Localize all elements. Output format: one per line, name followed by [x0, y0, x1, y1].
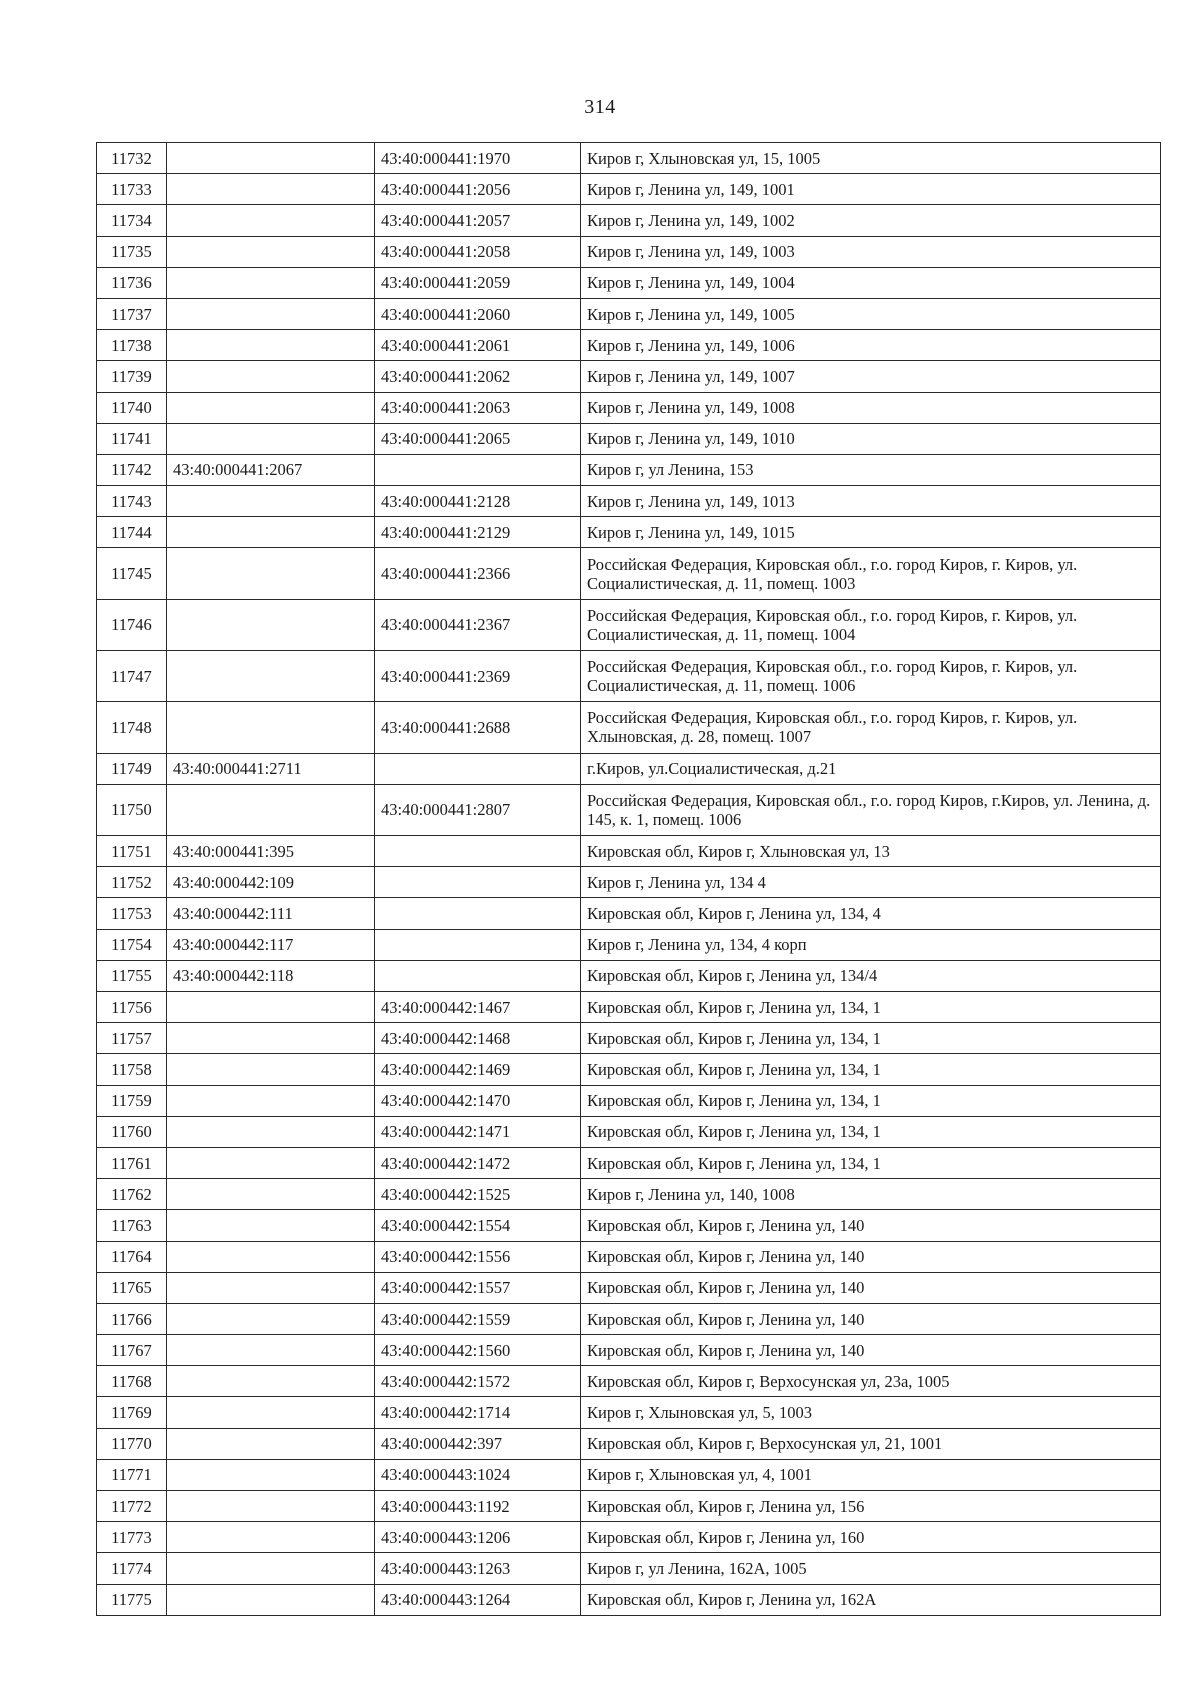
- land-cadastral-cell: [167, 1116, 375, 1147]
- table-row: [97, 836, 1161, 867]
- land-cadastral-cell: [167, 267, 375, 298]
- land-cadastral-cell: [167, 1397, 375, 1428]
- building-cadastral-cell: 43:40:000441:2688: [375, 702, 581, 753]
- address-cell: Киров г, Ленина ул, 134, 4 корп: [581, 929, 1161, 960]
- address-cell: Киров г, Хлыновская ул, 5, 1003: [581, 1397, 1161, 1428]
- land-cadastral-cell: [167, 517, 375, 548]
- address-cell: Киров г, Хлыновская ул, 4, 1001: [581, 1459, 1161, 1490]
- address-cell: Кировская обл, Киров г, Ленина ул, 140: [581, 1303, 1161, 1334]
- row-number-cell: 11747: [97, 651, 167, 702]
- land-cadastral-cell: [167, 236, 375, 267]
- building-cadastral-cell: [375, 929, 581, 960]
- land-cadastral-cell: 43:40:000442:111: [167, 898, 375, 929]
- building-cadastral-cell: 43:40:000441:2128: [375, 486, 581, 517]
- land-cadastral-cell: [167, 1147, 375, 1178]
- row-number-cell: 11752: [97, 867, 167, 898]
- building-cadastral-cell: 43:40:000441:2056: [375, 174, 581, 205]
- address-cell: Кировская обл, Киров г, Верхосунская ул, 21, 1001: [581, 1428, 1161, 1459]
- land-cadastral-cell: 43:40:000442:118: [167, 960, 375, 991]
- building-cadastral-cell: 43:40:000441:2369: [375, 651, 581, 702]
- table-row: [97, 1366, 1161, 1397]
- address-cell: Кировская обл, Киров г, Ленина ул, 134, 1: [581, 1023, 1161, 1054]
- table-row: [97, 960, 1161, 991]
- table-row: [97, 1459, 1161, 1490]
- table-row: [97, 1147, 1161, 1178]
- building-cadastral-cell: 43:40:000442:1556: [375, 1241, 581, 1272]
- land-cadastral-cell: [167, 651, 375, 702]
- address-cell: Российская Федерация, Кировская обл., г.о. город Киров, г. Киров, ул. Социалистическая, д. 11, помещ. 1004: [581, 599, 1161, 650]
- building-cadastral-cell: 43:40:000441:2059: [375, 267, 581, 298]
- row-number-cell: 11745: [97, 548, 167, 599]
- building-cadastral-cell: 43:40:000442:1572: [375, 1366, 581, 1397]
- table-row: [97, 702, 1161, 753]
- row-number-cell: 11734: [97, 205, 167, 236]
- row-number-cell: 11774: [97, 1553, 167, 1584]
- address-cell: Киров г, Ленина ул, 149, 1002: [581, 205, 1161, 236]
- building-cadastral-cell: 43:40:000442:1557: [375, 1272, 581, 1303]
- table-row: [97, 992, 1161, 1023]
- land-cadastral-cell: [167, 423, 375, 454]
- land-cadastral-cell: [167, 1553, 375, 1584]
- address-cell: Киров г, ул Ленина, 162А, 1005: [581, 1553, 1161, 1584]
- table-row: [97, 1335, 1161, 1366]
- building-cadastral-cell: 43:40:000443:1024: [375, 1459, 581, 1490]
- row-number-cell: 11764: [97, 1241, 167, 1272]
- building-cadastral-cell: 43:40:000442:1559: [375, 1303, 581, 1334]
- land-cadastral-cell: [167, 205, 375, 236]
- address-cell: Киров г, Ленина ул, 149, 1003: [581, 236, 1161, 267]
- building-cadastral-cell: 43:40:000442:1468: [375, 1023, 581, 1054]
- row-number-cell: 11749: [97, 753, 167, 784]
- land-cadastral-cell: [167, 486, 375, 517]
- table-row: [97, 236, 1161, 267]
- land-cadastral-cell: [167, 1366, 375, 1397]
- land-cadastral-cell: [167, 1054, 375, 1085]
- land-cadastral-cell: [167, 599, 375, 650]
- table-row: [97, 361, 1161, 392]
- address-cell: Киров г, Ленина ул, 149, 1006: [581, 330, 1161, 361]
- table-row: [97, 517, 1161, 548]
- row-number-cell: 11753: [97, 898, 167, 929]
- building-cadastral-cell: 43:40:000441:2367: [375, 599, 581, 650]
- table-row: [97, 298, 1161, 329]
- address-cell: Кировская обл, Киров г, Ленина ул, 162А: [581, 1584, 1161, 1615]
- table-row: [97, 1491, 1161, 1522]
- address-cell: Киров г, Ленина ул, 149, 1013: [581, 486, 1161, 517]
- row-number-cell: 11737: [97, 298, 167, 329]
- building-cadastral-cell: 43:40:000443:1192: [375, 1491, 581, 1522]
- land-cadastral-cell: 43:40:000441:395: [167, 836, 375, 867]
- land-cadastral-cell: [167, 1584, 375, 1615]
- row-number-cell: 11756: [97, 992, 167, 1023]
- address-cell: Киров г, Ленина ул, 149, 1010: [581, 423, 1161, 454]
- table-row: [97, 651, 1161, 702]
- table-row: [97, 267, 1161, 298]
- address-cell: Российская Федерация, Кировская обл., г.о. город Киров, г. Киров, ул. Социалистическая, д. 11, помещ. 1003: [581, 548, 1161, 599]
- land-cadastral-cell: [167, 330, 375, 361]
- land-cadastral-cell: [167, 1085, 375, 1116]
- address-cell: Кировская обл, Киров г, Хлыновская ул, 13: [581, 836, 1161, 867]
- table-row: [97, 784, 1161, 835]
- address-cell: Кировская обл, Киров г, Ленина ул, 134, 1: [581, 992, 1161, 1023]
- building-cadastral-cell: [375, 454, 581, 485]
- building-cadastral-cell: 43:40:000441:2065: [375, 423, 581, 454]
- building-cadastral-cell: 43:40:000442:1467: [375, 992, 581, 1023]
- row-number-cell: 11760: [97, 1116, 167, 1147]
- land-cadastral-cell: [167, 1335, 375, 1366]
- row-number-cell: 11762: [97, 1179, 167, 1210]
- building-cadastral-cell: [375, 836, 581, 867]
- address-cell: Российская Федерация, Кировская обл., г.о. город Киров, г. Киров, ул. Хлыновская, д. 28, помещ. 1007: [581, 702, 1161, 753]
- row-number-cell: 11765: [97, 1272, 167, 1303]
- row-number-cell: 11772: [97, 1491, 167, 1522]
- land-cadastral-cell: [167, 1428, 375, 1459]
- table-row: [97, 898, 1161, 929]
- table-row: [97, 486, 1161, 517]
- building-cadastral-cell: 43:40:000441:2129: [375, 517, 581, 548]
- land-cadastral-cell: [167, 702, 375, 753]
- table-row: [97, 599, 1161, 650]
- building-cadastral-cell: 43:40:000442:1471: [375, 1116, 581, 1147]
- table-row: [97, 423, 1161, 454]
- row-number-cell: 11755: [97, 960, 167, 991]
- table-row: [97, 1303, 1161, 1334]
- address-cell: Кировская обл, Киров г, Ленина ул, 160: [581, 1522, 1161, 1553]
- address-cell: Кировская обл, Киров г, Ленина ул, 134, 1: [581, 1116, 1161, 1147]
- table-row: [97, 1085, 1161, 1116]
- row-number-cell: 11768: [97, 1366, 167, 1397]
- table-row: [97, 1210, 1161, 1241]
- table-row: [97, 753, 1161, 784]
- row-number-cell: 11769: [97, 1397, 167, 1428]
- row-number-cell: 11759: [97, 1085, 167, 1116]
- row-number-cell: 11763: [97, 1210, 167, 1241]
- land-cadastral-cell: 43:40:000441:2067: [167, 454, 375, 485]
- registry-table-body: [97, 143, 1161, 1616]
- row-number-cell: 11767: [97, 1335, 167, 1366]
- row-number-cell: 11766: [97, 1303, 167, 1334]
- table-row: [97, 174, 1161, 205]
- row-number-cell: 11742: [97, 454, 167, 485]
- page-number: 314: [584, 96, 616, 118]
- row-number-cell: 11758: [97, 1054, 167, 1085]
- address-cell: Киров г, Хлыновская ул, 15, 1005: [581, 143, 1161, 174]
- row-number-cell: 11739: [97, 361, 167, 392]
- table-row: [97, 1272, 1161, 1303]
- table-row: [97, 1116, 1161, 1147]
- table-row: [97, 1241, 1161, 1272]
- row-number-cell: 11771: [97, 1459, 167, 1490]
- address-cell: Киров г, Ленина ул, 149, 1007: [581, 361, 1161, 392]
- address-cell: Кировская обл, Киров г, Ленина ул, 140: [581, 1241, 1161, 1272]
- building-cadastral-cell: [375, 753, 581, 784]
- building-cadastral-cell: 43:40:000442:1554: [375, 1210, 581, 1241]
- land-cadastral-cell: [167, 1241, 375, 1272]
- land-cadastral-cell: [167, 1179, 375, 1210]
- building-cadastral-cell: 43:40:000441:1970: [375, 143, 581, 174]
- building-cadastral-cell: 43:40:000442:1469: [375, 1054, 581, 1085]
- table-row: [97, 929, 1161, 960]
- address-cell: Киров г, Ленина ул, 149, 1008: [581, 392, 1161, 423]
- land-cadastral-cell: 43:40:000442:109: [167, 867, 375, 898]
- table-row: [97, 330, 1161, 361]
- row-number-cell: 11751: [97, 836, 167, 867]
- building-cadastral-cell: [375, 898, 581, 929]
- land-cadastral-cell: [167, 1272, 375, 1303]
- building-cadastral-cell: 43:40:000442:1525: [375, 1179, 581, 1210]
- row-number-cell: 11738: [97, 330, 167, 361]
- row-number-cell: 11748: [97, 702, 167, 753]
- building-cadastral-cell: 43:40:000443:1264: [375, 1584, 581, 1615]
- row-number-cell: 11736: [97, 267, 167, 298]
- land-cadastral-cell: [167, 784, 375, 835]
- land-cadastral-cell: [167, 361, 375, 392]
- building-cadastral-cell: [375, 867, 581, 898]
- table-row: [97, 1522, 1161, 1553]
- row-number-cell: 11733: [97, 174, 167, 205]
- building-cadastral-cell: 43:40:000442:397: [375, 1428, 581, 1459]
- building-cadastral-cell: 43:40:000443:1206: [375, 1522, 581, 1553]
- address-cell: Кировская обл, Киров г, Ленина ул, 140: [581, 1335, 1161, 1366]
- land-cadastral-cell: [167, 174, 375, 205]
- address-cell: Кировская обл, Киров г, Ленина ул, 156: [581, 1491, 1161, 1522]
- row-number-cell: 11744: [97, 517, 167, 548]
- address-cell: Киров г, Ленина ул, 149, 1005: [581, 298, 1161, 329]
- building-cadastral-cell: [375, 960, 581, 991]
- table-row: [97, 143, 1161, 174]
- address-cell: Кировская обл, Киров г, Ленина ул, 134/4: [581, 960, 1161, 991]
- row-number-cell: 11773: [97, 1522, 167, 1553]
- land-cadastral-cell: [167, 1023, 375, 1054]
- table-row: [97, 1023, 1161, 1054]
- table-row: [97, 867, 1161, 898]
- building-cadastral-cell: 43:40:000442:1472: [375, 1147, 581, 1178]
- land-cadastral-cell: [167, 1522, 375, 1553]
- building-cadastral-cell: 43:40:000442:1714: [375, 1397, 581, 1428]
- row-number-cell: 11735: [97, 236, 167, 267]
- table-row: [97, 1584, 1161, 1615]
- table-row: [97, 1179, 1161, 1210]
- row-number-cell: 11761: [97, 1147, 167, 1178]
- building-cadastral-cell: 43:40:000441:2063: [375, 392, 581, 423]
- building-cadastral-cell: 43:40:000441:2061: [375, 330, 581, 361]
- row-number-cell: 11741: [97, 423, 167, 454]
- table-row: [97, 548, 1161, 599]
- address-cell: Кировская обл, Киров г, Ленина ул, 134, 1: [581, 1147, 1161, 1178]
- table-row: [97, 1428, 1161, 1459]
- address-cell: Российская Федерация, Кировская обл., г.о. город Киров, г. Киров, ул. Социалистическая, д. 11, помещ. 1006: [581, 651, 1161, 702]
- land-cadastral-cell: [167, 1210, 375, 1241]
- registry-table: [96, 142, 1161, 1616]
- address-cell: Российская Федерация, Кировская обл., г.о. город Киров, г.Киров, ул. Ленина, д. 145, к. 1, помещ. 1006: [581, 784, 1161, 835]
- row-number-cell: 11746: [97, 599, 167, 650]
- address-cell: Киров г, Ленина ул, 149, 1004: [581, 267, 1161, 298]
- row-number-cell: 11775: [97, 1584, 167, 1615]
- land-cadastral-cell: [167, 298, 375, 329]
- table-row: [97, 1553, 1161, 1584]
- row-number-cell: 11750: [97, 784, 167, 835]
- address-cell: Кировская обл, Киров г, Ленина ул, 140: [581, 1272, 1161, 1303]
- land-cadastral-cell: [167, 1491, 375, 1522]
- address-cell: Киров г, Ленина ул, 149, 1001: [581, 174, 1161, 205]
- table-row: [97, 205, 1161, 236]
- address-cell: Кировская обл, Киров г, Верхосунская ул, 23а, 1005: [581, 1366, 1161, 1397]
- building-cadastral-cell: 43:40:000442:1560: [375, 1335, 581, 1366]
- building-cadastral-cell: 43:40:000441:2060: [375, 298, 581, 329]
- land-cadastral-cell: [167, 992, 375, 1023]
- address-cell: Киров г, Ленина ул, 134 4: [581, 867, 1161, 898]
- address-cell: Кировская обл, Киров г, Ленина ул, 134, 1: [581, 1085, 1161, 1116]
- address-cell: Кировская обл, Киров г, Ленина ул, 134, 1: [581, 1054, 1161, 1085]
- table-row: [97, 392, 1161, 423]
- building-cadastral-cell: 43:40:000441:2062: [375, 361, 581, 392]
- building-cadastral-cell: 43:40:000442:1470: [375, 1085, 581, 1116]
- land-cadastral-cell: [167, 1459, 375, 1490]
- land-cadastral-cell: 43:40:000441:2711: [167, 753, 375, 784]
- row-number-cell: 11757: [97, 1023, 167, 1054]
- building-cadastral-cell: 43:40:000443:1263: [375, 1553, 581, 1584]
- row-number-cell: 11732: [97, 143, 167, 174]
- address-cell: г.Киров, ул.Социалистическая, д.21: [581, 753, 1161, 784]
- table-row: [97, 1054, 1161, 1085]
- address-cell: Киров г, Ленина ул, 149, 1015: [581, 517, 1161, 548]
- table-row: [97, 1397, 1161, 1428]
- row-number-cell: 11770: [97, 1428, 167, 1459]
- address-cell: Киров г, Ленина ул, 140, 1008: [581, 1179, 1161, 1210]
- address-cell: Кировская обл, Киров г, Ленина ул, 140: [581, 1210, 1161, 1241]
- building-cadastral-cell: 43:40:000441:2807: [375, 784, 581, 835]
- land-cadastral-cell: [167, 143, 375, 174]
- row-number-cell: 11743: [97, 486, 167, 517]
- land-cadastral-cell: [167, 548, 375, 599]
- row-number-cell: 11754: [97, 929, 167, 960]
- land-cadastral-cell: [167, 1303, 375, 1334]
- building-cadastral-cell: 43:40:000441:2057: [375, 205, 581, 236]
- land-cadastral-cell: 43:40:000442:117: [167, 929, 375, 960]
- building-cadastral-cell: 43:40:000441:2366: [375, 548, 581, 599]
- building-cadastral-cell: 43:40:000441:2058: [375, 236, 581, 267]
- table-row: [97, 454, 1161, 485]
- land-cadastral-cell: [167, 392, 375, 423]
- address-cell: Кировская обл, Киров г, Ленина ул, 134, 4: [581, 898, 1161, 929]
- address-cell: Киров г, ул Ленина, 153: [581, 454, 1161, 485]
- row-number-cell: 11740: [97, 392, 167, 423]
